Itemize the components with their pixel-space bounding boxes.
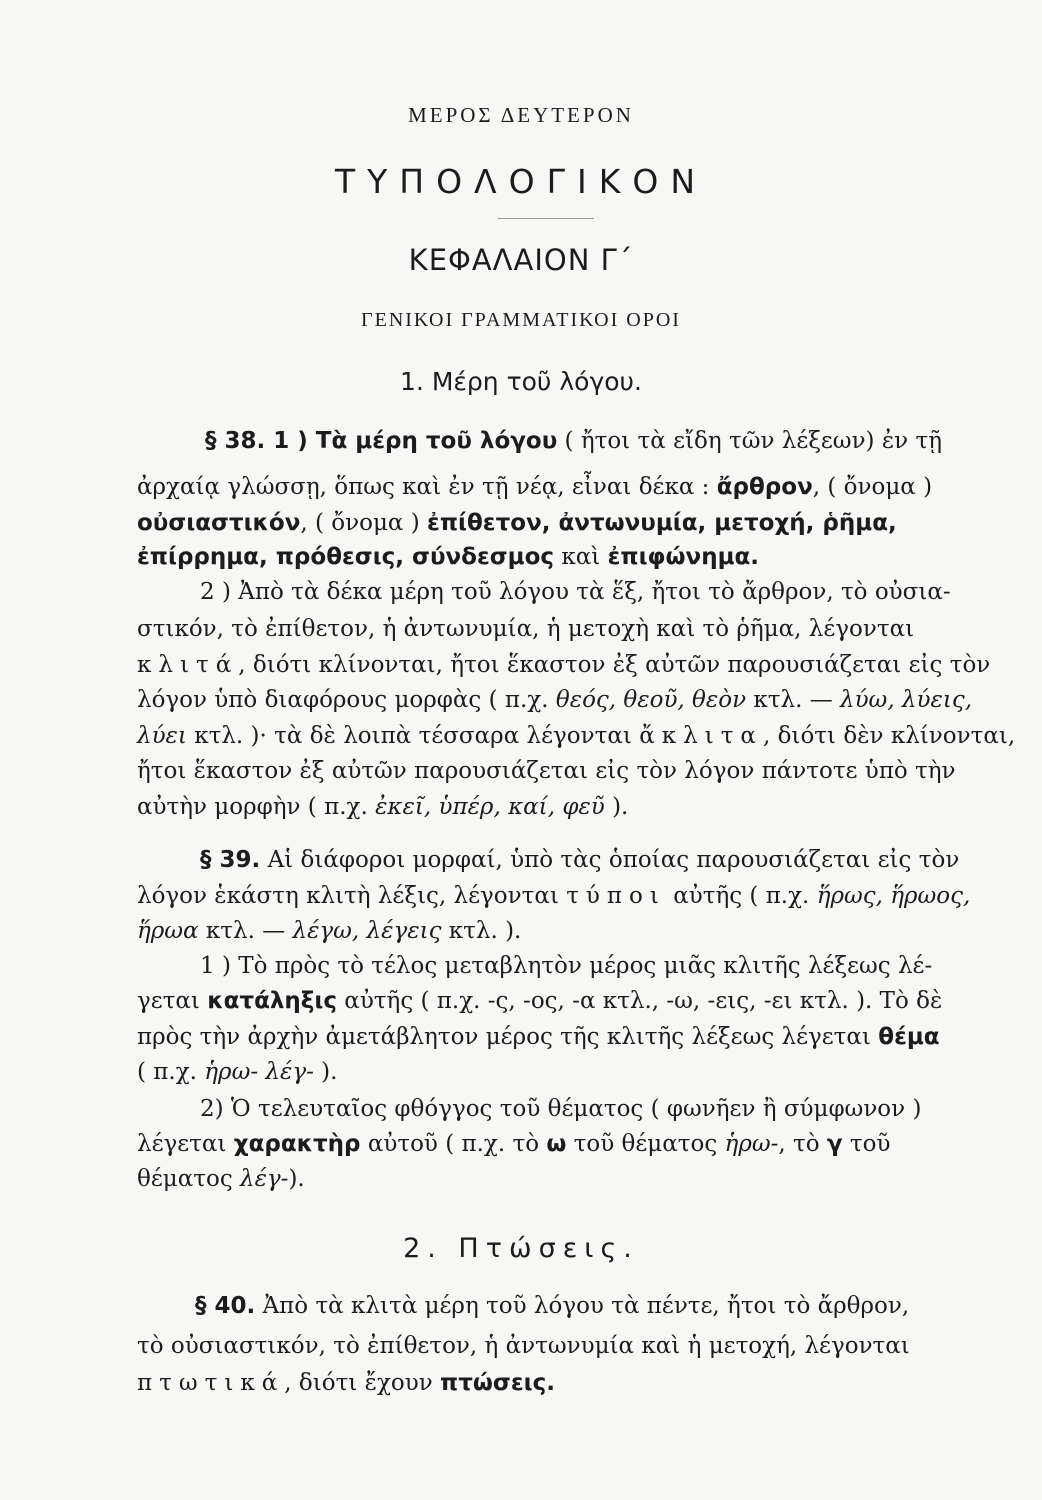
bold-term: ω bbox=[546, 1131, 567, 1157]
part-title: ΜΕΡΟΣ ΔΕΥΤΕΡΟΝ bbox=[408, 103, 634, 127]
text-span: κτλ. )· τὰ δὲ λοιπὰ τέσσαρα λέγονται bbox=[186, 723, 640, 749]
example-italic: λύω, λύεις, bbox=[840, 687, 973, 713]
example-italic: ἥρωα bbox=[137, 918, 199, 944]
text-line bbox=[137, 723, 1015, 749]
text-span: , τὸ bbox=[778, 1131, 827, 1157]
section-heading-2: 2. Πτώσεις. bbox=[403, 1233, 639, 1264]
text-span: Ἀπὸ τὰ κλιτὰ μέρη τοῦ λόγου τὰ πέντε, ἤτοι τὸ ἄρθρον, bbox=[255, 1293, 910, 1319]
text-line bbox=[137, 1131, 890, 1157]
text-line bbox=[137, 794, 628, 820]
text-line bbox=[137, 1024, 940, 1050]
text-span: ( ἤτοι τὰ εἴδη τῶν λέξεων) ἐν τῇ bbox=[557, 428, 942, 454]
text-span: λόγον ὑπὸ διαφόρους μορφὰς ( π.χ. bbox=[137, 687, 556, 713]
text-line bbox=[137, 510, 897, 536]
example-italic: λέγω, λέγεις bbox=[292, 918, 442, 944]
text-span: Αἱ διάφοροι μορφαί, ὑπὸ τὰς ὁποίας παρουσιάζεται εἰς τὸν bbox=[260, 847, 960, 873]
text-line bbox=[200, 847, 959, 873]
text-line bbox=[205, 428, 942, 454]
text-line bbox=[195, 1293, 909, 1319]
text-span: κτλ. — bbox=[198, 918, 293, 944]
text-line bbox=[137, 474, 932, 500]
example-italic: ἡρω- bbox=[724, 1131, 779, 1157]
text-line: ἤτοι ἕκαστον ἐξ αὐτῶν παρουσιάζεται εἰς τὸν λόγον πάντοτε ὑπὸ τὴν bbox=[137, 758, 956, 784]
spaced-term: κλιτά bbox=[137, 652, 239, 678]
chapter-subtitle: ΓΕΝΙΚΟΙ ΓΡΑΜΜΑΤΙΚΟΙ ΟΡΟΙ bbox=[361, 309, 681, 331]
text-span: πρὸς τὴν ἀρχὴν ἀμετάβλητον μέρος τῆς κλιτῆς λέξεως λέγεται bbox=[137, 1024, 879, 1050]
text-line bbox=[137, 1166, 305, 1192]
text-span: αὐτοῦ ( π.χ. τὸ bbox=[360, 1131, 547, 1157]
text-span: , ( ὄνομα ) bbox=[300, 510, 428, 536]
text-line bbox=[137, 544, 759, 570]
text-span: ( π.χ. bbox=[137, 1059, 205, 1085]
text-span: αὐτὴν μορφὴν ( π.χ. bbox=[137, 794, 376, 820]
bold-term: ἄρθρον bbox=[716, 474, 813, 500]
text-span: λόγον ἑκάστη κλιτὴ λέξις, λέγονται bbox=[137, 883, 567, 909]
text-line bbox=[137, 883, 970, 909]
text-span: , διότι κλίνονται, ἤτοι ἕκαστον ἐξ αὐτῶν παρουσιάζεται εἰς τὸν bbox=[238, 652, 991, 678]
main-title: ΤΥΠΟΛΟΓΙΚΟΝ bbox=[334, 162, 708, 201]
text-span: ). bbox=[313, 1059, 338, 1085]
text-span: κτλ. — bbox=[746, 687, 840, 713]
text-span: λέγεται bbox=[137, 1131, 234, 1157]
text-span: , διότι δὲν κλίνονται, bbox=[762, 723, 1016, 749]
text-span: ). bbox=[288, 1166, 305, 1192]
title-divider bbox=[498, 218, 594, 219]
text-line: 1 ) Τὸ πρὸς τὸ τέλος μεταβλητὸν μέρος μιᾶς κλιτῆς λέξεως λέ- bbox=[200, 953, 933, 979]
bold-term: μέρη τοῦ λόγου bbox=[355, 428, 558, 454]
text-line bbox=[137, 918, 521, 944]
text-span: αὐτῆς ( π.χ. -ς, -ος, -α κτλ., -ω, -εις, -ει κτλ. ). Τὸ δὲ bbox=[336, 988, 943, 1014]
text-span: καὶ bbox=[554, 544, 608, 570]
text-span: , διότι ἔχουν bbox=[284, 1370, 441, 1396]
text-span: θέματος bbox=[137, 1166, 241, 1192]
text-line bbox=[137, 1370, 555, 1396]
text-span: αὐτῆς ( π.χ. bbox=[665, 883, 817, 909]
paragraph-number: § 40. bbox=[195, 1293, 256, 1319]
spaced-term: ἄκλιτα bbox=[639, 723, 763, 749]
example-italic: ἡρω- λέγ- bbox=[204, 1059, 314, 1085]
example-italic: θεός, θεοῦ, θεὸν bbox=[555, 687, 747, 713]
chapter-heading: ΚΕΦΑΛΑΙΟΝ Γ΄ bbox=[408, 243, 634, 277]
text-line bbox=[137, 1059, 337, 1085]
example-italic: ἐκεῖ, ὑπέρ, καί, φεῦ bbox=[375, 794, 605, 820]
bold-term: ἐπίθετον, ἀντωνυμία, μετοχή, ῥῆμα, bbox=[427, 510, 897, 536]
bold-term: χαρακτὴρ bbox=[233, 1131, 361, 1157]
text-span: κτλ. ). bbox=[441, 918, 522, 944]
bold-term: πτώσεις. bbox=[440, 1370, 555, 1396]
bold-term: ἐπίρρημα, πρόθεσις, σύνδεσμος bbox=[137, 544, 555, 570]
text-span: ἀρχαίᾳ γλώσσῃ, ὅπως καὶ ἐν τῇ νέᾳ, εἶναι δέκα : bbox=[137, 474, 717, 500]
text-line bbox=[137, 687, 972, 713]
example-italic: ἥρως, ἥρωος, bbox=[816, 883, 971, 909]
spaced-term: τύποι bbox=[566, 883, 666, 909]
text-line: 2) Ὁ τελευταῖος φθόγγος τοῦ θέματος ( φωνῆεν ἢ σύμφωνον ) bbox=[200, 1096, 922, 1122]
text-span: τοῦ bbox=[842, 1131, 891, 1157]
text-line: τὸ οὐσιαστικόν, τὸ ἐπίθετον, ἡ ἀντωνυμία καὶ ἡ μετοχή, λέγονται bbox=[137, 1333, 910, 1359]
text-line bbox=[137, 988, 942, 1014]
bold-term: οὐσιαστικόν bbox=[137, 510, 301, 536]
paragraph-number: § 39. bbox=[200, 847, 261, 873]
bold-term: ἐπιφώνημα. bbox=[607, 544, 760, 570]
section-heading-1: 1. Μέρη τοῦ λόγου. bbox=[400, 367, 642, 396]
bold-term: θέμα bbox=[878, 1024, 940, 1050]
text-span: τοῦ θέματος bbox=[566, 1131, 725, 1157]
spaced-term: πτωτικά bbox=[137, 1370, 285, 1396]
text-line: στικόν, τὸ ἐπίθετον, ἡ ἀντωνυμία, ἡ μετοχὴ καὶ τὸ ῥῆμα, λέγονται bbox=[137, 616, 915, 642]
text-span: , ( ὄνομα ) bbox=[812, 474, 933, 500]
example-italic: λύει bbox=[137, 723, 187, 749]
text-span: γεται bbox=[137, 988, 208, 1014]
text-line bbox=[137, 652, 990, 678]
text-line: 2 ) Ἀπὸ τὰ δέκα μέρη τοῦ λόγου τὰ ἕξ, ἤτοι τὸ ἄρθρον, τὸ οὐσια- bbox=[200, 579, 951, 605]
example-italic: λέγ- bbox=[240, 1166, 289, 1192]
text-span: ). bbox=[604, 794, 629, 820]
bold-term: κατάληξις bbox=[207, 988, 337, 1014]
bold-term: γ bbox=[826, 1131, 843, 1157]
paragraph-number: § 38. 1 ) Τὰ bbox=[205, 428, 356, 454]
